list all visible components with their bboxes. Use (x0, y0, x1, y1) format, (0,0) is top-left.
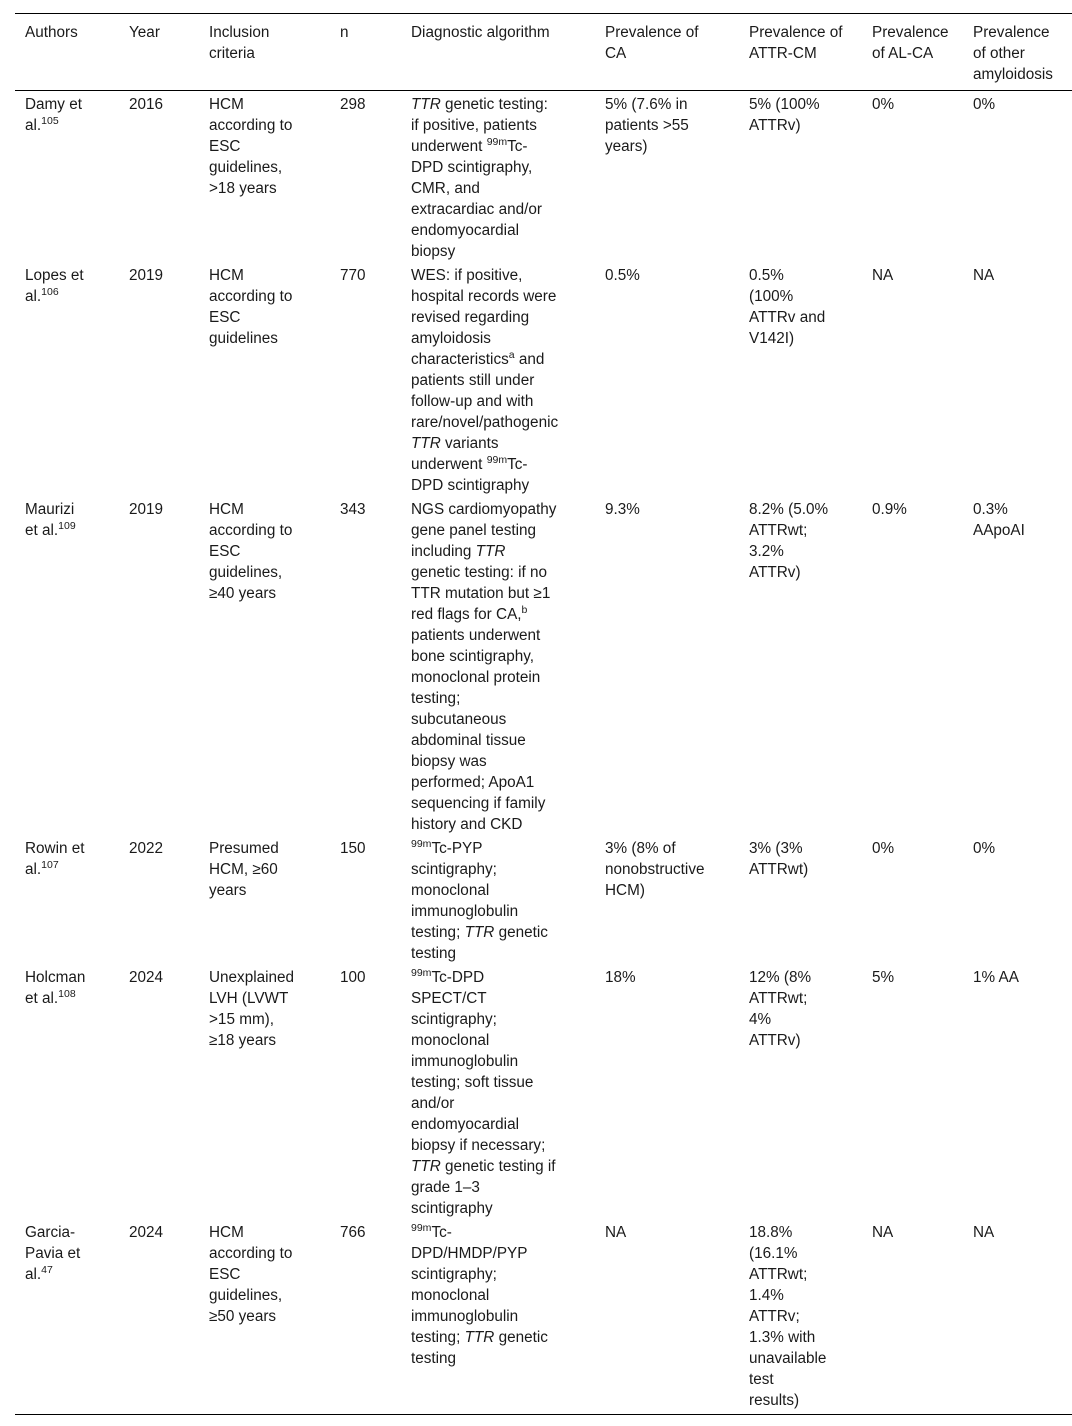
header-authors: Authors (15, 14, 119, 91)
cell-authors: Garcia- Pavia et al.$^{47}$ (15, 1219, 119, 1415)
cell-inclusion: Presumed HCM, ≥60 years (209, 840, 279, 899)
cell-algorithm: NGS cardiomyopathy gene panel testing including TTR genetic testing: if no TTR mutation but ≥1 red flags for CA,$^b$ patients underwent bone scintigraphy, monoclonal protein testing; subcutaneous abdominal tissue biopsy was performed; ApoA1 sequencing if family history and CKD (411, 501, 557, 833)
prevalence-table (15, 13, 1072, 1415)
cell-year: 2024 (129, 969, 164, 986)
cell-prevalence-attr: 3% (3% ATTRwt) (749, 840, 809, 878)
header-inclusion: Inclusion criteria (199, 14, 330, 91)
cell-n: 100 (340, 969, 366, 986)
cell-prevalence-other: 0% (973, 96, 996, 113)
cell-prevalence-other: 0% (973, 840, 996, 857)
header-n: n (330, 14, 401, 91)
cell-year: 2022 (129, 840, 164, 857)
cell-inclusion: HCM according to ESC guidelines, ≥40 years (209, 501, 293, 602)
reference-number: 105 (41, 115, 59, 127)
cell-prevalence-ca: 0.5% (605, 267, 640, 284)
cell-prevalence-ca: 9.3% (605, 501, 640, 518)
header-year: Year (119, 14, 199, 91)
cell-prevalence-al: NA (872, 267, 894, 284)
cell-prevalence-al: 0% (872, 96, 895, 113)
cell-prevalence-al: 0.9% (872, 501, 907, 518)
table-row (15, 496, 1072, 835)
table-row (15, 91, 1072, 263)
cell-algorithm: $^{99m}$Tc-PYP scintigraphy; monoclonal immunoglobulin testing; TTR genetic testing (411, 838, 548, 962)
cell-n: 298 (340, 96, 366, 113)
prevalence-table-container (15, 13, 1072, 1415)
cell-prevalence-attr: 12% (8% ATTRwt; 4% ATTRv) (749, 969, 812, 1049)
cell-n: 343 (340, 501, 366, 518)
cell-authors: Rowin et al.$^{107}$ (25, 840, 85, 878)
table-row (15, 964, 1072, 1219)
cell-inclusion: HCM according to ESC guidelines, >18 years (209, 96, 293, 197)
header-row (15, 14, 1072, 91)
cell-year: 2016 (129, 96, 164, 113)
cell-prevalence-attr: 18.8% (16.1% ATTRwt; 1.4% ATTRv; 1.3% with unavailable test results) (739, 1219, 862, 1415)
cell-prevalence-ca: 5% (7.6% in patients >55 years) (605, 96, 689, 155)
cell-prevalence-attr: 8.2% (5.0% ATTRwt; 3.2% ATTRv) (749, 501, 829, 581)
cell-year: 2019 (129, 267, 164, 284)
cell-inclusion: HCM according to ESC guidelines (209, 267, 293, 347)
cell-prevalence-ca: 18% (605, 969, 636, 986)
cell-algorithm: TTR genetic testing: if positive, patients underwent $^{99m}$Tc- DPD scintigraphy, CMR, and extracardiac and/or endomyocardial biopsy (411, 96, 548, 260)
cell-n: 766 (330, 1219, 401, 1415)
reference-number: 47 (41, 1264, 53, 1276)
table-row (15, 1219, 1072, 1415)
cell-algorithm: $^{99m}$Tc-DPD SPECT/CT scintigraphy; monoclonal immunoglobulin testing; soft tissue and/or endomyocardial biopsy if necessary; TTR genetic testing if grade 1–3 scintigraphy (411, 967, 556, 1217)
header-algorithm: Diagnostic algorithm (401, 14, 595, 91)
reference-number: 106 (41, 286, 59, 298)
cell-authors: Holcman et al.$^{108}$ (25, 969, 86, 1007)
cell-authors: Lopes et al.$^{106}$ (25, 267, 84, 305)
cell-algorithm: $^{99m}$Tc- DPD/HMDP/PYP scintigraphy; monoclonal immunoglobulin testing; TTR genetic testing (401, 1219, 595, 1415)
table-row (15, 835, 1072, 964)
cell-prevalence-other: NA (963, 1219, 1072, 1415)
cell-algorithm: WES: if positive, hospital records were revised regarding amyloidosis characteristics$^a$ and patients still under follow-up and with rare/novel/pathogenic TTR variants underwent $^{99m}$Tc- DPD scintigraphy (411, 267, 559, 494)
cell-authors: Maurizi et al.$^{109}$ (25, 501, 76, 539)
reference-number: 109 (58, 520, 76, 532)
cell-n: 770 (340, 267, 366, 284)
cell-n: 150 (340, 840, 366, 857)
reference-number: 107 (41, 859, 59, 871)
cell-prevalence-other: NA (973, 267, 995, 284)
cell-prevalence-ca: 3% (8% of nonobstructive HCM) (605, 840, 705, 899)
table-row (15, 262, 1072, 496)
cell-prevalence-other: 0.3% AApoAI (973, 501, 1025, 539)
cell-prevalence-ca: NA (595, 1219, 739, 1415)
cell-prevalence-al: 5% (872, 969, 895, 986)
cell-prevalence-al: NA (862, 1219, 963, 1415)
reference-number: 108 (58, 988, 76, 1000)
cell-inclusion: Unexplained LVH (LVWT >15 mm), ≥18 years (209, 969, 295, 1049)
header-prevalence-attr: Prevalence of ATTR-CM (739, 14, 862, 91)
cell-inclusion: HCM according to ESC guidelines, ≥50 years (199, 1219, 330, 1415)
header-prevalence-ca: Prevalence of CA (595, 14, 739, 91)
cell-prevalence-al: 0% (872, 840, 895, 857)
cell-year: 2024 (119, 1219, 199, 1415)
cell-authors: Damy et al.$^{105}$ (25, 96, 82, 134)
header-prevalence-al: Prevalence of AL-CA (862, 14, 963, 91)
cell-prevalence-other: 1% AA (973, 969, 1019, 986)
cell-prevalence-attr: 0.5% (100% ATTRv and V142I) (749, 267, 826, 347)
cell-year: 2019 (129, 501, 164, 518)
cell-prevalence-attr: 5% (100% ATTRv) (749, 96, 820, 134)
header-prevalence-other: Prevalence of other amyloidosis (963, 14, 1072, 91)
